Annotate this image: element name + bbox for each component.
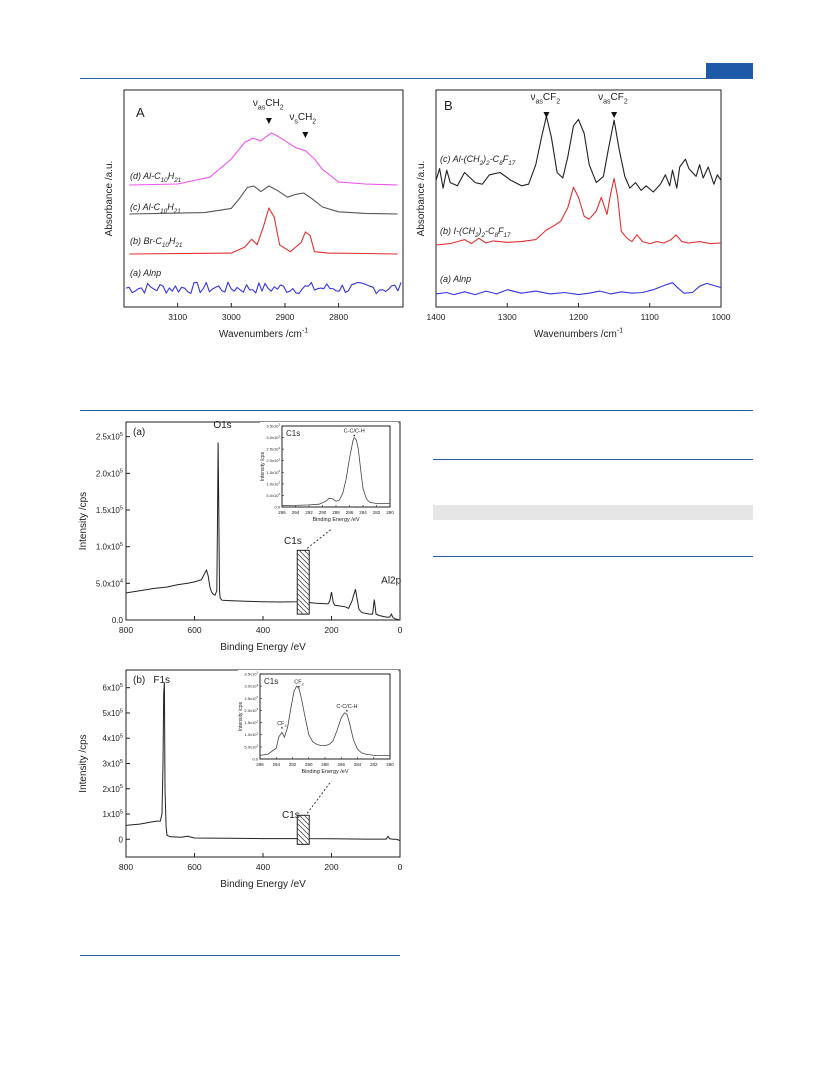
y-axis-label: Intensity /cps bbox=[78, 491, 89, 551]
inset-peak-label bbox=[336, 704, 357, 710]
superscript-text: -1 bbox=[301, 327, 309, 335]
y-tick-label bbox=[103, 809, 123, 819]
y-axis-label: Intensity /cps bbox=[78, 734, 89, 793]
x-tick-label: 200 bbox=[324, 862, 339, 872]
label-text: 3.5x10 bbox=[266, 423, 279, 429]
superscript-text: 5 bbox=[119, 733, 123, 740]
x-tick-label: 1200 bbox=[569, 312, 588, 322]
subscript-text: 2 bbox=[481, 232, 486, 240]
subscript-text: 21 bbox=[174, 177, 182, 185]
superscript-text: 3 bbox=[278, 422, 280, 427]
subscript-text: 21 bbox=[173, 208, 181, 216]
label-text: (d) Al-C bbox=[130, 171, 161, 181]
x-axis-label: Binding Energy /eV bbox=[220, 642, 306, 653]
subscript-text: 2 bbox=[479, 160, 484, 168]
label-text: ) bbox=[483, 154, 487, 164]
label-text: (b) Br-C bbox=[130, 236, 162, 246]
panel-letter: (a) bbox=[133, 427, 146, 438]
subscript-text: 17 bbox=[508, 160, 516, 168]
y-tick-label bbox=[103, 734, 123, 744]
inset-x-tick-label: 280 bbox=[386, 762, 394, 767]
label-text: H bbox=[167, 171, 175, 181]
x-tick-label: 0 bbox=[397, 625, 403, 635]
superscript-text: 3 bbox=[278, 434, 280, 439]
inset-x-tick-label: 296 bbox=[278, 510, 286, 515]
inset-x-tick-label: 292 bbox=[288, 762, 297, 767]
subscript-text: 2 bbox=[556, 98, 561, 106]
y-axis-label: Absorbance /a.u. bbox=[416, 160, 427, 237]
peak-label: F1s bbox=[153, 675, 171, 687]
inset-x-tick-label: 286 bbox=[337, 762, 346, 767]
label-text: 2.0x10 bbox=[244, 707, 257, 713]
subscript-text: 2 bbox=[312, 118, 317, 126]
label-text: 2.0x10 bbox=[266, 458, 279, 464]
subscript-text: 3 bbox=[284, 723, 287, 728]
label-text: 1.0x10 bbox=[266, 481, 279, 487]
label-text: 2.0x10 bbox=[95, 469, 120, 479]
label-text: Wavenumbers /cm bbox=[533, 329, 617, 340]
label-text: 5.0x10 bbox=[266, 492, 279, 498]
inset-title: C1s bbox=[286, 429, 301, 438]
superscript-text: 3 bbox=[278, 445, 280, 450]
superscript-text: 5 bbox=[119, 809, 123, 816]
label-text: -C bbox=[489, 154, 500, 164]
hatch-label: C1s bbox=[282, 810, 300, 821]
label-text: CF bbox=[294, 679, 302, 686]
label-text: 0.0 bbox=[274, 504, 280, 510]
label-text: 1.5x10 bbox=[95, 506, 120, 515]
x-tick-label: 2800 bbox=[329, 312, 349, 322]
inset-y-tick-label bbox=[244, 731, 258, 737]
subscript-text: 2 bbox=[623, 98, 628, 106]
inset-x-tick-label: 294 bbox=[272, 762, 281, 767]
subscript-text: as bbox=[603, 98, 611, 106]
inset-y-axis-label: Intensity /cps bbox=[260, 451, 266, 482]
inset-x-tick-label: 280 bbox=[386, 510, 394, 515]
x-tick-label: 800 bbox=[118, 862, 134, 872]
inset-x-tick-label: 288 bbox=[332, 510, 340, 515]
label-text: ν bbox=[598, 92, 604, 103]
superscript-text: 2 bbox=[278, 492, 280, 497]
label-text: 3x10 bbox=[102, 759, 120, 769]
superscript-text: 5 bbox=[119, 542, 123, 549]
inset-x-tick-label: 284 bbox=[353, 762, 362, 767]
label-text: CF bbox=[542, 92, 557, 103]
x-tick-label: 0 bbox=[397, 862, 403, 872]
label-text: 1x10 bbox=[102, 810, 120, 820]
label-text: 1.0x10 bbox=[95, 542, 120, 552]
inset-peak-marker bbox=[346, 710, 348, 712]
subscript-text: 2 bbox=[486, 160, 490, 168]
label-text: -C bbox=[485, 226, 495, 236]
peak-label: O1s bbox=[213, 419, 232, 431]
x-tick-label: 400 bbox=[255, 625, 271, 635]
superscript-text: 3 bbox=[256, 682, 258, 687]
subscript-text: 10 bbox=[160, 177, 168, 185]
superscript-text: 5 bbox=[119, 683, 123, 690]
x-tick-label: 1000 bbox=[711, 312, 731, 322]
inset-peak-label: C-C/C-H bbox=[343, 428, 365, 435]
label-text: 1.5x10 bbox=[244, 720, 257, 726]
y-tick-label bbox=[119, 835, 124, 844]
y-tick-label bbox=[103, 683, 123, 693]
table-bottom-rule bbox=[433, 556, 753, 557]
label-text: CH bbox=[265, 98, 280, 109]
label-text: (c) Al-C bbox=[130, 202, 161, 212]
superscript-text: 5 bbox=[119, 708, 123, 715]
superscript-text: 3 bbox=[256, 707, 258, 712]
label-text: ) bbox=[478, 226, 482, 236]
panel-letter: B bbox=[444, 98, 453, 113]
inset-x-tick-label: 286 bbox=[345, 510, 354, 515]
table-top-rule bbox=[433, 459, 753, 460]
x-tick-label: 600 bbox=[187, 625, 202, 635]
inset-y-tick-label bbox=[244, 671, 258, 677]
label-text: 2.5x10 bbox=[266, 446, 279, 452]
label-text: 6x10 bbox=[102, 683, 120, 693]
superscript-text: 5 bbox=[119, 468, 123, 475]
label-text: ν bbox=[252, 98, 258, 109]
inset-x-tick-label: 282 bbox=[372, 510, 381, 515]
label-text: CH bbox=[297, 112, 313, 123]
x-tick-label: 200 bbox=[324, 625, 339, 635]
peak-label: Al2p bbox=[381, 575, 402, 587]
y-tick-label bbox=[103, 708, 123, 718]
inset-peak-marker bbox=[298, 686, 300, 688]
inset-y-tick-label bbox=[244, 683, 258, 689]
inset-y-tick-label bbox=[244, 719, 258, 725]
label-text: CF bbox=[277, 720, 285, 727]
label-text: C-C/C-H bbox=[336, 703, 358, 710]
inset-y-tick-label bbox=[244, 707, 258, 713]
inset-y-tick-label bbox=[252, 757, 258, 762]
label-text: 5.0x10 bbox=[95, 579, 120, 589]
label-text: (b) I-(CH bbox=[440, 226, 475, 236]
subscript-text: 2 bbox=[475, 232, 479, 240]
label-text: 4x10 bbox=[102, 734, 120, 744]
subscript-text: s bbox=[294, 118, 298, 126]
superscript-text: -1 bbox=[616, 327, 624, 335]
subscript-text: 2 bbox=[279, 104, 284, 112]
superscript-text: 3 bbox=[278, 480, 280, 485]
inset-x-tick-label: 284 bbox=[359, 510, 367, 515]
x-tick-label: 600 bbox=[187, 862, 202, 872]
label-text: 1.0x10 bbox=[244, 732, 257, 738]
superscript-text: 3 bbox=[256, 731, 258, 736]
label-text: (c) Al-(CH bbox=[440, 154, 480, 164]
subscript-text: as bbox=[257, 104, 266, 112]
inset-x-axis-label: Binding Energy /eV bbox=[312, 517, 360, 523]
label-text: (a) Alnp bbox=[130, 268, 162, 278]
superscript-text: 4 bbox=[119, 578, 123, 585]
label-text: 3.0x10 bbox=[266, 435, 279, 441]
label-text: (a) Alnp bbox=[440, 274, 472, 284]
x-tick-label: 3000 bbox=[221, 312, 241, 322]
label-text: F bbox=[498, 226, 504, 236]
label-text: CF bbox=[610, 92, 624, 103]
label-text: H bbox=[168, 236, 176, 246]
label-text: 2x10 bbox=[102, 784, 120, 794]
inset-y-axis-label: Intensity /cps bbox=[238, 701, 244, 732]
subscript-text: 2 bbox=[301, 682, 304, 687]
superscript-text: 5 bbox=[119, 758, 123, 765]
inset-y-tick-label bbox=[244, 695, 258, 701]
x-tick-label: 1100 bbox=[640, 312, 659, 322]
superscript-text: 3 bbox=[278, 468, 280, 473]
label-text: Wavenumbers /cm bbox=[218, 329, 302, 340]
table-shaded-row bbox=[433, 505, 753, 520]
label-text: 1.5x10 bbox=[266, 469, 279, 475]
panel-letter: A bbox=[136, 105, 145, 120]
inset-pointer bbox=[307, 776, 335, 813]
label-text: 0.0 bbox=[111, 616, 123, 625]
x-axis-label: Binding Energy /eV bbox=[220, 879, 306, 890]
label-text: H bbox=[167, 202, 174, 212]
superscript-text: 2 bbox=[256, 743, 258, 748]
inset-y-tick-label bbox=[244, 744, 258, 750]
label-text: 0 bbox=[118, 835, 123, 845]
label-text: ν bbox=[530, 92, 536, 103]
superscript-text: 5 bbox=[119, 505, 123, 512]
subscript-text: 21 bbox=[175, 242, 183, 250]
label-text: 3.5x10 bbox=[244, 671, 257, 677]
x-tick-label: 3100 bbox=[168, 312, 188, 322]
superscript-text: 5 bbox=[119, 432, 123, 439]
y-tick-label bbox=[103, 784, 123, 794]
subscript-text: 8 bbox=[494, 232, 499, 240]
subscript-text: 10 bbox=[161, 242, 169, 250]
inset-x-tick-label: 290 bbox=[304, 762, 313, 767]
inset-x-tick-label: 282 bbox=[369, 762, 378, 767]
inset-x-tick-label: 296 bbox=[256, 762, 264, 767]
superscript-text: 3 bbox=[256, 694, 258, 699]
y-tick-label bbox=[103, 759, 123, 769]
x-tick-label: 800 bbox=[118, 625, 134, 635]
x-tick-label: 2900 bbox=[275, 312, 295, 322]
subscript-text: 10 bbox=[160, 208, 168, 216]
inset-x-tick-label: 290 bbox=[318, 510, 327, 515]
label-text: 2.5x10 bbox=[244, 695, 257, 701]
x-tick-label: 1400 bbox=[426, 312, 446, 322]
label-text: 0.0 bbox=[252, 756, 258, 762]
caption-rule bbox=[80, 955, 400, 956]
x-tick-label: 400 bbox=[255, 862, 271, 872]
superscript-text: 3 bbox=[256, 719, 258, 724]
superscript-text: 5 bbox=[119, 784, 123, 791]
panel-letter: (b) bbox=[133, 675, 146, 686]
inset-x-tick-label: 288 bbox=[321, 762, 329, 767]
label-text: 5x10 bbox=[102, 708, 120, 718]
label-text: 5.0x10 bbox=[244, 744, 257, 750]
label-text: 3.0x10 bbox=[244, 683, 257, 689]
superscript-text: 3 bbox=[256, 670, 258, 675]
label-text: 2.5x10 bbox=[95, 432, 120, 442]
superscript-text: 3 bbox=[278, 457, 280, 462]
subscript-text: 8 bbox=[499, 160, 503, 168]
inset-x-axis-label: Binding Energy /eV bbox=[301, 769, 349, 775]
hatch-label: C1s bbox=[284, 536, 302, 547]
inset-x-tick-label: 294 bbox=[291, 510, 300, 515]
subscript-text: as bbox=[535, 98, 543, 106]
subscript-text: 17 bbox=[503, 232, 511, 240]
x-tick-label: 1300 bbox=[497, 312, 517, 322]
y-axis-label: Absorbance /a.u. bbox=[104, 160, 115, 237]
label-text: ν bbox=[289, 112, 295, 123]
label-text: F bbox=[502, 154, 509, 164]
inset-peak-marker bbox=[281, 727, 283, 729]
inset-x-tick-label: 292 bbox=[305, 510, 313, 515]
inset-title: C1s bbox=[264, 677, 279, 686]
